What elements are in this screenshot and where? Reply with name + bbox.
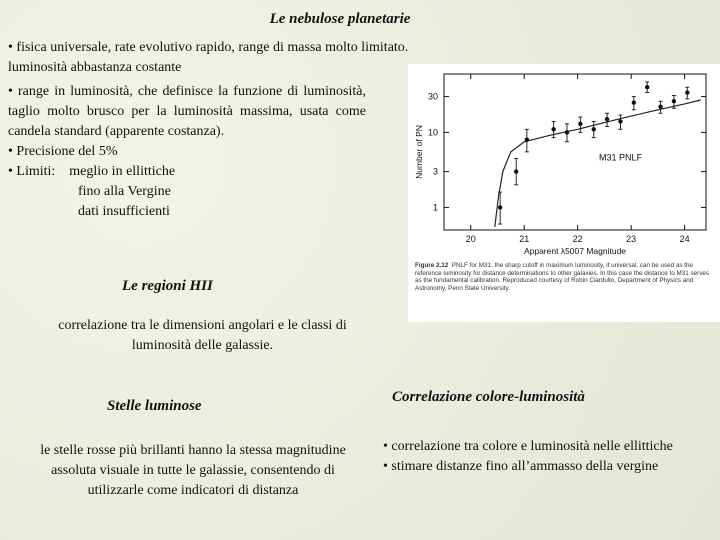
- limit-item: dati insufficienti: [78, 204, 170, 219]
- x-tick-label: 20: [465, 234, 476, 244]
- stelle-text: le stelle rosse più brillanti hanno la stessa magnitudine assoluta visuale in tutte le galassie, consentendo di utilizzarle come indicatori di distanza: [40, 443, 346, 498]
- limit-item: fino alla Vergine: [78, 184, 171, 199]
- y-axis-label: Number of PN: [414, 125, 424, 179]
- data-point: [685, 90, 689, 94]
- corr-title: Correlazione colore-luminosità: [392, 389, 585, 405]
- chart-title: M31 PNLF: [599, 152, 643, 163]
- slide-title: Le nebulose planetarie: [269, 11, 411, 27]
- pnlf-chart: [408, 64, 720, 264]
- data-point: [632, 100, 636, 104]
- data-point: [618, 119, 622, 123]
- figure-caption: [415, 262, 715, 292]
- y-tick-label: 3: [432, 166, 438, 177]
- chart-marks: [495, 82, 701, 227]
- x-tick-label: 23: [626, 234, 637, 244]
- plot-frame: [444, 74, 706, 230]
- data-point: [525, 137, 529, 141]
- data-point: [658, 104, 662, 108]
- corr-text: [383, 437, 713, 477]
- intro-line-1: • fisica universale, rate evolutivo rapido, range di massa molto limitato.: [8, 40, 409, 55]
- y-tick-label: 10: [427, 127, 438, 138]
- data-point: [672, 99, 676, 103]
- range-bullet: • range in luminosità, che definisce la funzione di luminosità, taglio molto brusco per la luminosità massima, usata come candela standard (apparente costanza).: [8, 84, 366, 139]
- precision-bullet: • Precisione del 5%: [8, 144, 118, 159]
- caption-label: Figure 2.12: [415, 262, 449, 269]
- y-tick-label: 30: [427, 91, 438, 102]
- hii-title: Le regioni HII: [122, 278, 213, 294]
- fit-curve: [495, 100, 701, 227]
- intro-line-2: luminosità abbastanza costante: [8, 60, 182, 75]
- caption-text: PNLF for M31: the sharp cutoff in maximum luminosity, if universal, can be used as the reference luminosity for distance determinations to other galaxies. In this case the distance to M31 serves as the fundamental calibration. Reproduced courtesy of Robin Ciardullo, Department of Physics and Astronomy, Penn State University.: [415, 262, 710, 292]
- data-point: [605, 117, 609, 121]
- corr-item-2: • stimare distanze fino all’ammasso della vergine: [383, 459, 659, 474]
- corr-item-1: • correlazione tra colore e luminosità nelle ellittiche: [383, 439, 673, 454]
- data-point: [565, 130, 569, 134]
- data-point: [551, 127, 555, 131]
- limit-item: meglio in ellittiche: [69, 164, 176, 179]
- luminosity-paragraph: [8, 82, 366, 222]
- x-tick-label: 22: [572, 234, 583, 244]
- data-point: [514, 169, 518, 173]
- data-point: [578, 122, 582, 126]
- stelle-title: Stelle luminose: [107, 398, 202, 414]
- x-tick-label: 21: [519, 234, 530, 244]
- data-point: [592, 127, 596, 131]
- data-point: [645, 85, 649, 89]
- x-tick-label: 24: [679, 234, 690, 244]
- hii-text: correlazione tra le dimensioni angolari e le classi di luminosità delle galassie.: [58, 318, 347, 353]
- limits-label: • Limiti:: [8, 164, 56, 179]
- x-axis-label: Apparent λ5007 Magnitude: [523, 246, 627, 256]
- y-tick-label: 1: [432, 202, 438, 213]
- data-point: [498, 205, 502, 209]
- limits-bullet: [8, 162, 366, 182]
